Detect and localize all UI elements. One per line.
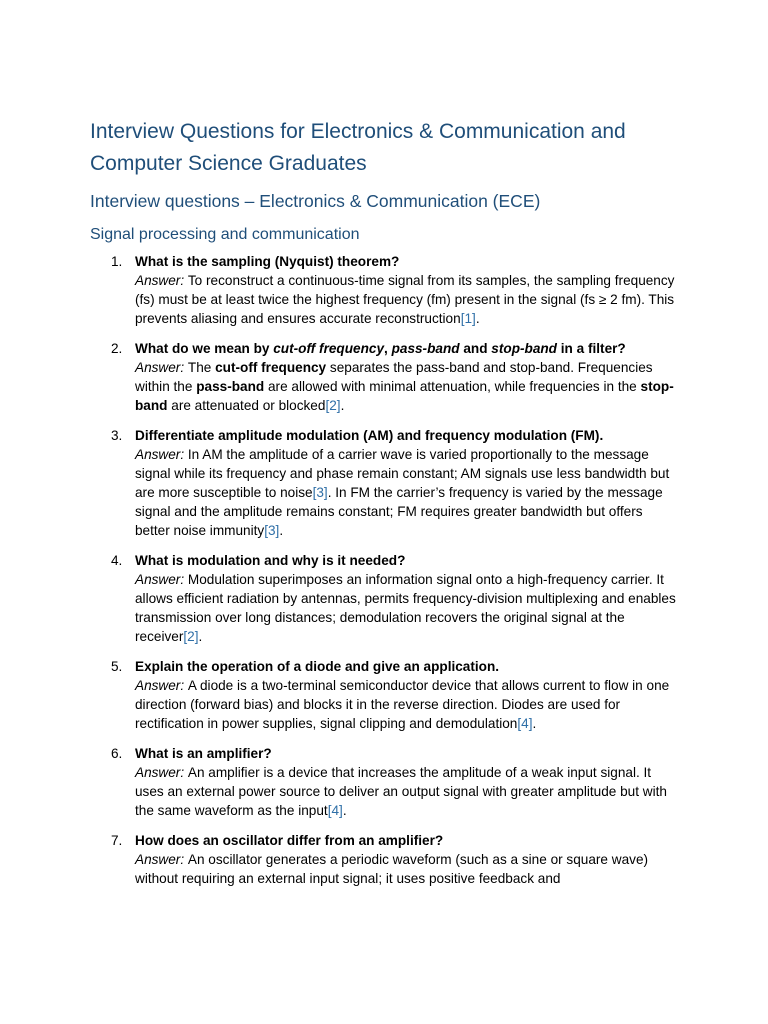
citation-link[interactable]: [2]	[183, 629, 199, 644]
citation-link[interactable]: [2]	[325, 398, 341, 413]
qa-item	[90, 831, 678, 888]
citation-link[interactable]: [1]	[460, 311, 476, 326]
subsection-heading: Signal processing and communication	[90, 226, 360, 243]
answer-label: Answer:	[135, 273, 188, 288]
answer-label: Answer:	[135, 572, 188, 587]
section-heading: Interview questions – Electronics & Communication (ECE)	[90, 191, 541, 211]
answer-text: Modulation superimposes an information signal onto a high-frequency carrier. It allows efficient radiation by antennas, permits frequency-division multiplexing and enables transmission over long distances; demodulation recovers the original signal at the receiver	[135, 572, 676, 644]
item-number: 1.	[111, 254, 123, 269]
answer-label: Answer:	[135, 852, 188, 867]
answer-label: Answer:	[135, 765, 188, 780]
qa-item: 6. What is an amplifier? Answer: An amplifier is a device that increases the amplitude of a weak input signal. It uses an external power source to deliver an output signal with greater amplitude but with the same waveform as the input[4].	[90, 744, 678, 820]
item-number: 3.	[111, 428, 123, 443]
item-number: 7.	[111, 833, 123, 848]
citation-link[interactable]: [4]	[517, 716, 533, 731]
question: What is modulation and why is it needed?	[135, 553, 406, 568]
qa-item: 2. What do we mean by cut-off frequency, pass-band and stop-band in a filter? Answer: The cut-off frequency separates the pass-band and stop-band. Frequencies within the pass-band are allowed with minimal attenuation, while frequencies in the stop-band are attenuated or blocked[2].	[90, 339, 678, 415]
qa-item: 3. Differentiate amplitude modulation (AM) and frequency modulation (FM). Answer: In AM the amplitude of a carrier wave is varied proportionally to the message signal while its frequency and phase remain constant; AM signals use less bandwidth but are more susceptible to noise[3]. In FM the carrier’s frequency is varied by the message signal and the amplitude remains constant; FM requires greater bandwidth but offers better noise immunity[3].	[90, 426, 678, 540]
question: Differentiate amplitude modulation (AM) and frequency modulation (FM).	[135, 428, 604, 443]
citation-link[interactable]: [3]	[264, 523, 280, 538]
item-number: 2.	[111, 341, 123, 356]
answer-label: Answer:	[135, 447, 188, 462]
citation-link[interactable]: [3]	[312, 485, 328, 500]
question: How does an oscillator differ from an amplifier?	[135, 833, 444, 848]
answer-text: In AM the amplitude of a carrier wave is varied proportionally to the message signal while its frequency and phase remain constant; AM signals use less bandwidth but are more susceptible to noise	[135, 447, 670, 500]
question: What is an amplifier?	[135, 746, 272, 761]
answer-text-continued: . In FM the carrier’s frequency is varied by the message signal and the amplitude remains constant; FM requires greater bandwidth but offers better noise immunity	[135, 485, 663, 538]
qa-item: 4. What is modulation and why is it needed? Answer: Modulation superimposes an information signal onto a high-frequency carrier. It allows efficient radiation by antennas, permits frequency-division multiplexing and enables transmission over long distances; demodulation recovers the original signal at the receiver[2].	[90, 551, 678, 646]
answer-text: An amplifier is a device that increases the amplitude of a weak input signal. It uses an external power source to deliver an output signal with greater amplitude but with the same waveform as the input	[135, 765, 667, 818]
answer-label: Answer:	[135, 678, 188, 693]
qa-list	[90, 252, 678, 888]
answer-text: An oscillator generates a periodic waveform (such as a sine or square wave) without requiring an external input signal; it uses positive feedback and	[135, 852, 649, 886]
qa-item: 5. Explain the operation of a diode and give an application. Answer: A diode is a two-terminal semiconductor device that allows current to flow in one direction (forward bias) and blocks it in the reverse direction. Diodes are used for rectification in power supplies, signal clipping and demodulation[4].	[90, 657, 678, 733]
question: What do we mean by cut-off frequency, pass-band and stop-band in a filter?	[135, 341, 626, 356]
answer-label: Answer:	[135, 360, 188, 375]
question: Explain the operation of a diode and give an application.	[135, 659, 500, 674]
document-title: Interview Questions for Electronics & Communication and Computer Science Graduates	[90, 120, 626, 175]
qa-item: 1. What is the sampling (Nyquist) theorem? Answer: To reconstruct a continuous-time signal from its samples, the sampling frequency (fs) must be at least twice the highest frequency (fm) present in the signal (fs ≥ 2 fm). This prevents aliasing and ensures accurate reconstruction[1].	[90, 252, 678, 328]
answer-text: The cut-off frequency separates the pass-band and stop-band. Frequencies within the pass-band are allowed with minimal attenuation, while frequencies in the stop-band are attenuated or blocked	[135, 360, 674, 413]
item-number: 6.	[111, 746, 123, 761]
answer-text: A diode is a two-terminal semiconductor device that allows current to flow in one direction (forward bias) and blocks it in the reverse direction. Diodes are used for rectification in power supplies, signal clipping and demodulation	[135, 678, 670, 731]
item-number: 4.	[111, 553, 123, 568]
item-number: 5.	[111, 659, 123, 674]
citation-link[interactable]: [4]	[327, 803, 343, 818]
answer-text: To reconstruct a continuous-time signal from its samples, the sampling frequency (fs) must be at least twice the highest frequency (fm) present in the signal (fs ≥ 2 fm). This prevents aliasing and ensures accurate reconstruction	[135, 273, 675, 326]
question: What is the sampling (Nyquist) theorem?	[135, 254, 400, 269]
